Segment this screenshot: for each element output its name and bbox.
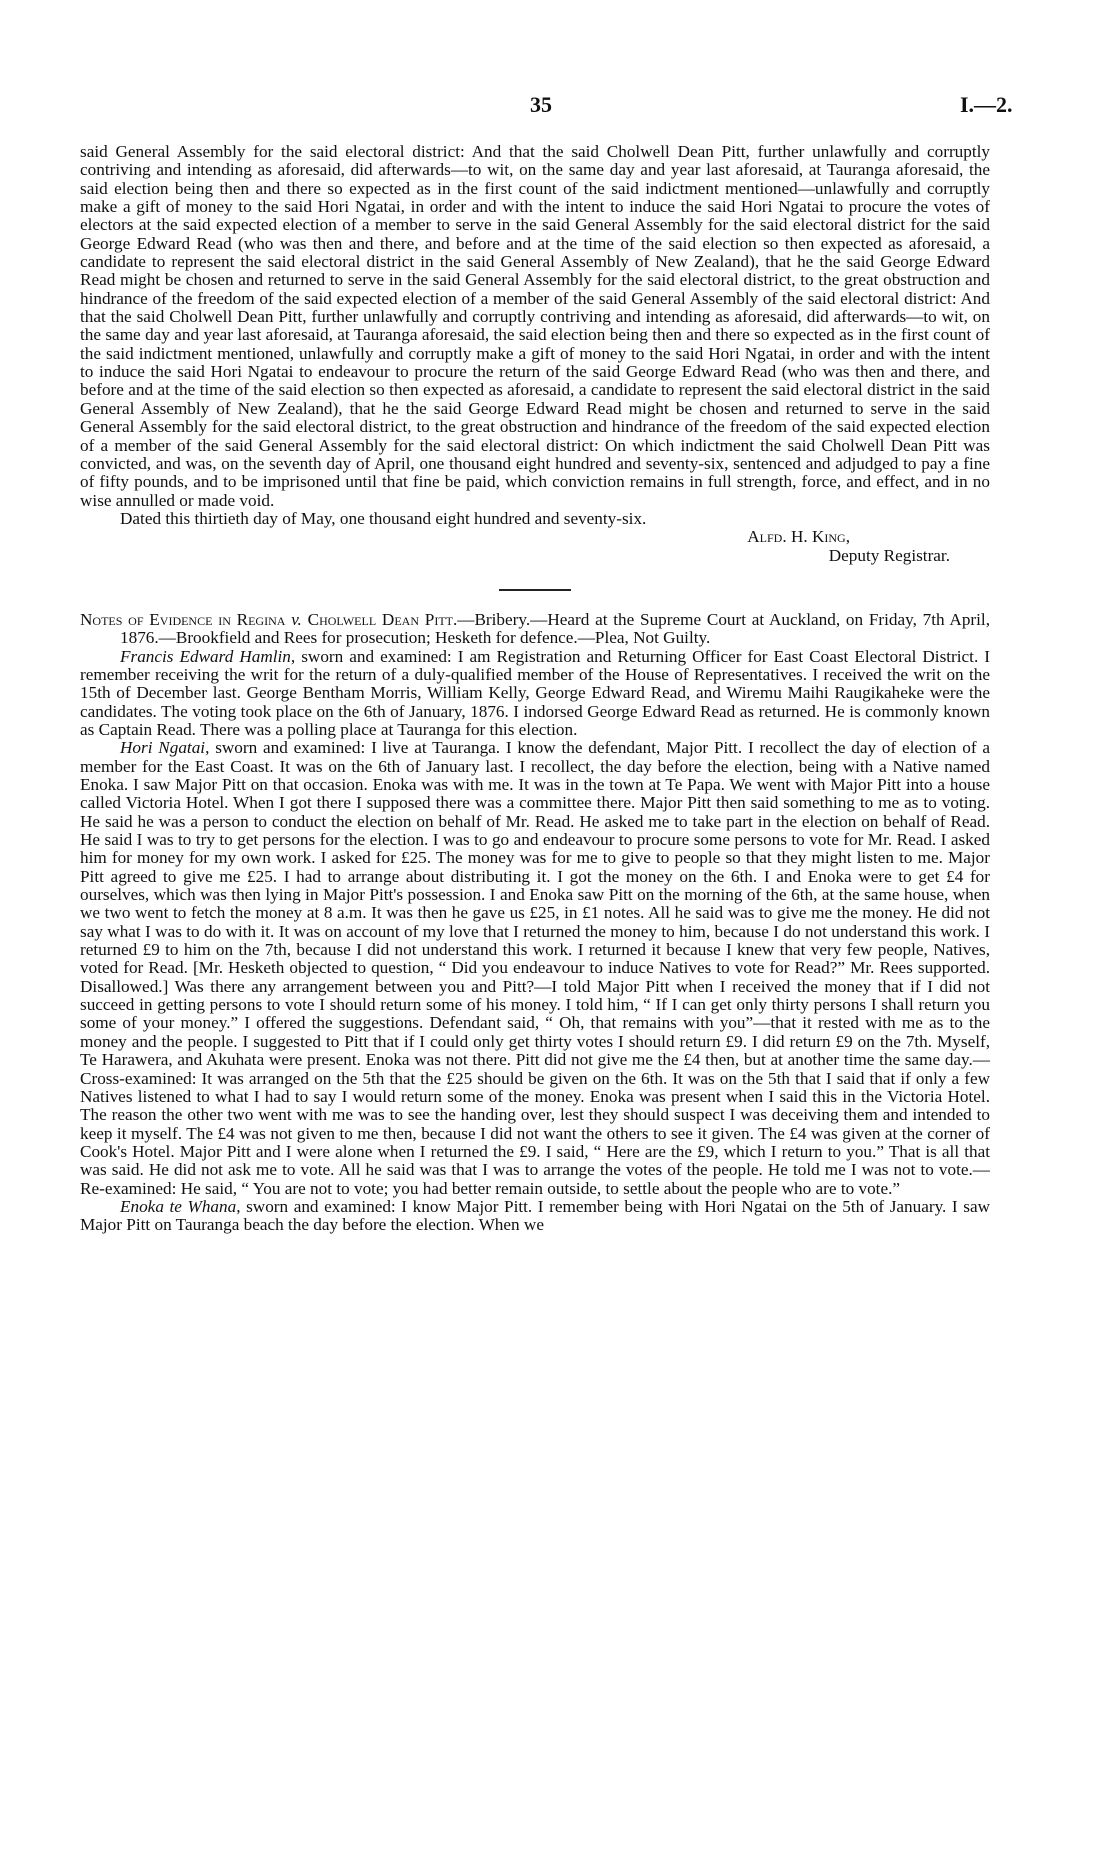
document-body xyxy=(80,143,990,1235)
page-number: 35 xyxy=(530,92,552,117)
section-divider xyxy=(499,589,571,591)
page-header xyxy=(0,92,1114,122)
witness-name: Hori Ngatai xyxy=(120,738,206,758)
witness-testimony: , sworn and examined: I live at Tauranga. I know the defendant, Major Pitt. I recollect the day of election of a member for the East Coast. It was on the 6th of January last. I recollect, the day before the election, being with a Native named Enoka. I saw Major Pitt on that occasion. Enoka was with me. It was in the town at Te Papa. We went with Major Pitt into a house called Victoria Hotel. When I got there I supposed there was a committee there. Major Pitt then said something to me as to voting. He said he was a person to conduct the election on behalf of Mr. Read. He asked me to take part in the election on behalf of Read. He said I was to try to get persons for the election. I was to go and endeavour to procure some persons to vote for Mr. Read. I asked him for money for my own work. I asked for £25. The money was for me to give to people so that they might listen to me. Major Pitt agreed to give me £25. I had to arrange about distributing it. I got the money on the 6th. I and Enoka were to get £4 for ourselves, which was then lying in Major Pitt's possession. I and Enoka saw Pitt on the morning of the 6th, at the same house, when we two went to fetch the money at 8 a.m. It was then he gave us £25, in £1 notes. All he said was to give me the money. He did not say what I was to do with it. It was on account of my love that I returned the money to him, because I do not understand this work. I returned £9 to him on the 7th, because I did not understand this work. I returned it because I knew that very few people, Natives, voted for Read. [Mr. Hesketh objected to question, “ Did you endeavour to induce Natives to vote for Read?” Mr. Rees supported. Disallowed.] Was there any arrangement between you and Pitt?—I told Major Pitt when I received the money that if I did not succeed in getting persons to vote I should return some of his money. I told him, “ If I can get only thirty persons I shall return you some of your money.” I offered the suggestions. Defendant said, “ Oh, that remains with you”—that it rested with me as to the money and the people. I suggested to Pitt that if I could only get thirty votes I should return £9. I did return £9 on the 7th. Myself, Te Harawera, and Akuhata were present. Enoka was not there. Pitt did not give me the £4 then, but at another time the same day.—Cross-examined: It was arranged on the 5th that the £25 should be given on the 6th. It was on the 5th that I said that if only a few Natives listened to what I had to say I would return some of the money. Enoka was present when I said this in the Victoria Hotel. The reason the other two went with me was to see the handing over, lest they should suspect I was deceiving them and intended to keep it myself. The £4 was not given to me then, because I did not want the others to see it given. The £4 was given at the corner of Cook's Hotel. Major Pitt and I were alone when I returned the £9. I said, “ Here are the £9, which I return to you.” That is all that was said. He did not ask me to vote. All he said was that I was to arrange the votes of the people. He told me I was not to vote.—Re-examined: He said, “ You are not to vote; you had better remain outside, to settle about the people who are to vote.” xyxy=(80,738,991,1198)
signature-name: Alfd. H. King, xyxy=(747,527,850,547)
indictment-paragraph: said General Assembly for the said electoral district: And that the said Cholwell Dean Pitt, further unlawfully and corruptly contriving and intending as aforesaid, did afterwards—to wit, on the same day and year last aforesaid, at Tauranga aforesaid, the said election being then and there so expected as in the first count of the said indictment mentioned—unlawfully and corruptly make a gift of money to the said Hori Ngatai, in order and with the intent to induce the said Hori Ngatai to procure the votes of electors at the said expected election of a member to serve in the said General Assembly for the said electoral district for the said George Edward Read (who was then and there, and before and at the time of the said election so then expected as aforesaid, a candidate to represent the said electoral district in the said General Assembly of New Zealand), that he the said George Edward Read might be chosen and returned to serve in the said General Assembly for the said electoral district, to the great obstruction and hindrance of the freedom of the said expected election of a member of the said General Assembly of the said electoral district: And that the said Cholwell Dean Pitt, further unlawfully and corruptly contriving and intending as aforesaid, did afterwards—to wit, on the same day and year last aforesaid, at Tauranga aforesaid, the said election being then and there so expected as in the first count of the said indictment mentioned, unlawfully and corruptly make a gift of money to the said Hori Ngatai, in order and with the intent to induce the said Hori Ngatai to endeavour to procure the return of the said George Edward Read (who was then and there, and before and at the time of the said election so then expected as aforesaid, a candidate to represent the said electoral district in the said General Assembly of New Zealand), that he the said George Edward Read might be chosen and returned to serve in the said General Assembly for the said electoral district, to the great obstruction and hindrance of the freedom of the said expected election of a member of the said General Assembly for the said electoral district: On which indictment the said Cholwell Dean Pitt was convicted, and was, on the seventh day of April, one thousand eight hundred and seventy-six, sentenced and adjudged to pay a fine of fifty pounds, and to be imprisoned until that fine be paid, which conviction remains in full strength, force, and effect, and in no wise annulled or made void. xyxy=(80,142,990,510)
notes-heading-versus: v. xyxy=(291,609,302,629)
witness-name: Enoka te Whana xyxy=(120,1196,237,1216)
witness-paragraph xyxy=(80,1198,990,1235)
notes-heading xyxy=(80,611,990,648)
witness-paragraph xyxy=(80,648,990,740)
signature-title: Deputy Registrar. xyxy=(828,545,950,565)
witness-testimony: , sworn and examined: I know Major Pitt. I remember being with Hori Ngatai on the 5th of January. I saw Major Pitt on Tauranga beach the day before the election. When we xyxy=(80,1196,990,1235)
notes-heading-case: Cholwell Dean Pitt xyxy=(307,609,453,629)
dated-line: Dated this thirtieth day of May, one thousand eight hundred and seventy-six. xyxy=(120,508,647,528)
notes-heading-rest: .—Bribery.—Heard at the Supreme Court at Auckland, on Friday, 7th April, 1876.—Brookfield and Rees for prosecution; Hesketh for defence.—Plea, Not Guilty. xyxy=(120,609,991,648)
witness-testimony: , sworn and examined: I am Registration and Returning Officer for East Coast Electoral District. I remember receiving the writ for the return of a duly-qualified member of the House of Representatives. I received the writ on the 15th of December last. George Bentham Morris, William Kelly, George Edward Read, and Wiremu Maihi Raugikaheke were the candidates. The voting took place on the 6th of January, 1876. I indorsed George Edward Read as returned. He is commonly known as Captain Read. There was a polling place at Tauranga for this election. xyxy=(80,646,990,739)
notes-heading-prefix: Notes of Evidence in Regina xyxy=(80,609,286,629)
document-reference: I.—2. xyxy=(960,92,1013,117)
witness-paragraph xyxy=(80,739,990,1198)
witness-name: Francis Edward Hamlin xyxy=(120,646,291,666)
